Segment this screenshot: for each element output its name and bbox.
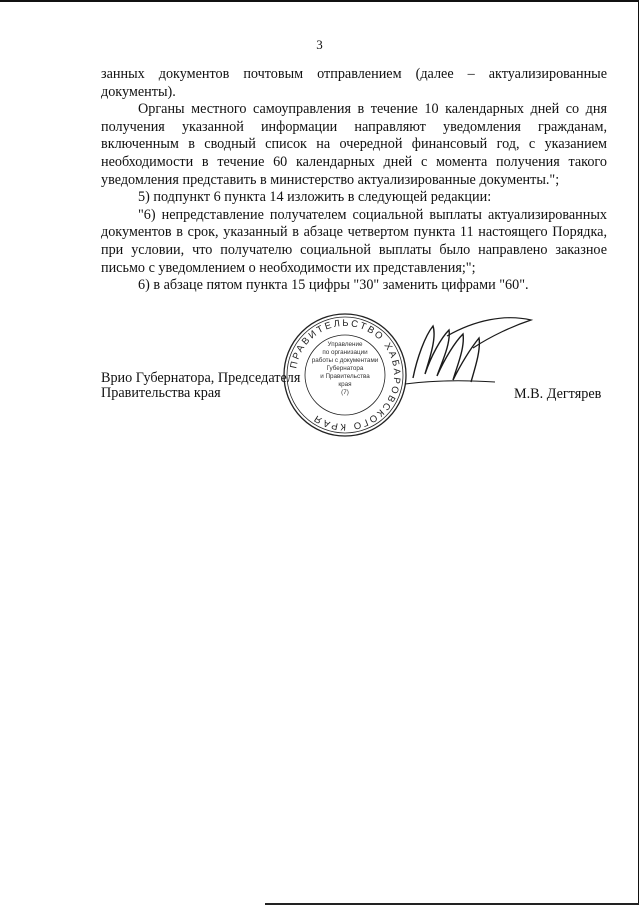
paragraph-item-6-text: "6) непредставление получателем социальной выплаты актуализированных документов в срок, указанный в абзаце четвертом пункта 11 настоящего Порядка, при условии, что получателю социальной выплаты было направлено заказное письмо с уведомлением о необходимости их представления;"; bbox=[101, 206, 607, 276]
scan-top-edge bbox=[0, 0, 639, 2]
seal-line: края bbox=[338, 381, 352, 388]
page-number: 3 bbox=[316, 37, 323, 52]
paragraph-item-5: 5) подпункт 6 пункта 14 изложить в следующей редакции: bbox=[138, 189, 492, 206]
signatory-name: М.В. Дегтярев bbox=[514, 386, 602, 402]
seal-line: Управление bbox=[327, 341, 363, 348]
signatory-position-line: Врио Губернатора, Председателя bbox=[101, 370, 301, 386]
seal-line: по организации bbox=[322, 349, 368, 356]
signatory-position-line: Правительства края bbox=[101, 385, 221, 401]
paragraph-continuation: занных документов почтовым отправлением (далее – актуализированные документы). bbox=[101, 66, 607, 100]
document-body bbox=[101, 66, 607, 295]
seal-line: Губернатора bbox=[326, 365, 364, 372]
seal-line: и Правительства bbox=[320, 373, 370, 380]
seal-line: (7) bbox=[341, 389, 349, 396]
seal-ring-text: ПРАВИТЕЛЬСТВО ХАБАРОВСКОГО КРАЯ bbox=[288, 317, 403, 433]
signatory-position bbox=[101, 371, 300, 401]
seal-line: работы с документами bbox=[311, 357, 379, 364]
paragraph-item-6: 6) в абзаце пятом пункта 15 цифры "30" заменить цифрами "60". bbox=[138, 277, 529, 294]
paragraph-municipal-bodies: Органы местного самоуправления в течение 10 календарных дней со дня получения указанной информации направляют уведомления гражданам, включенным в сводный список на очередной финансовый год, с указанием необходимости в течение 60 календарных дней с момента получения такого уведомления представить в министерство актуализированные документы."; bbox=[101, 101, 607, 188]
seal-center bbox=[309, 341, 381, 397]
